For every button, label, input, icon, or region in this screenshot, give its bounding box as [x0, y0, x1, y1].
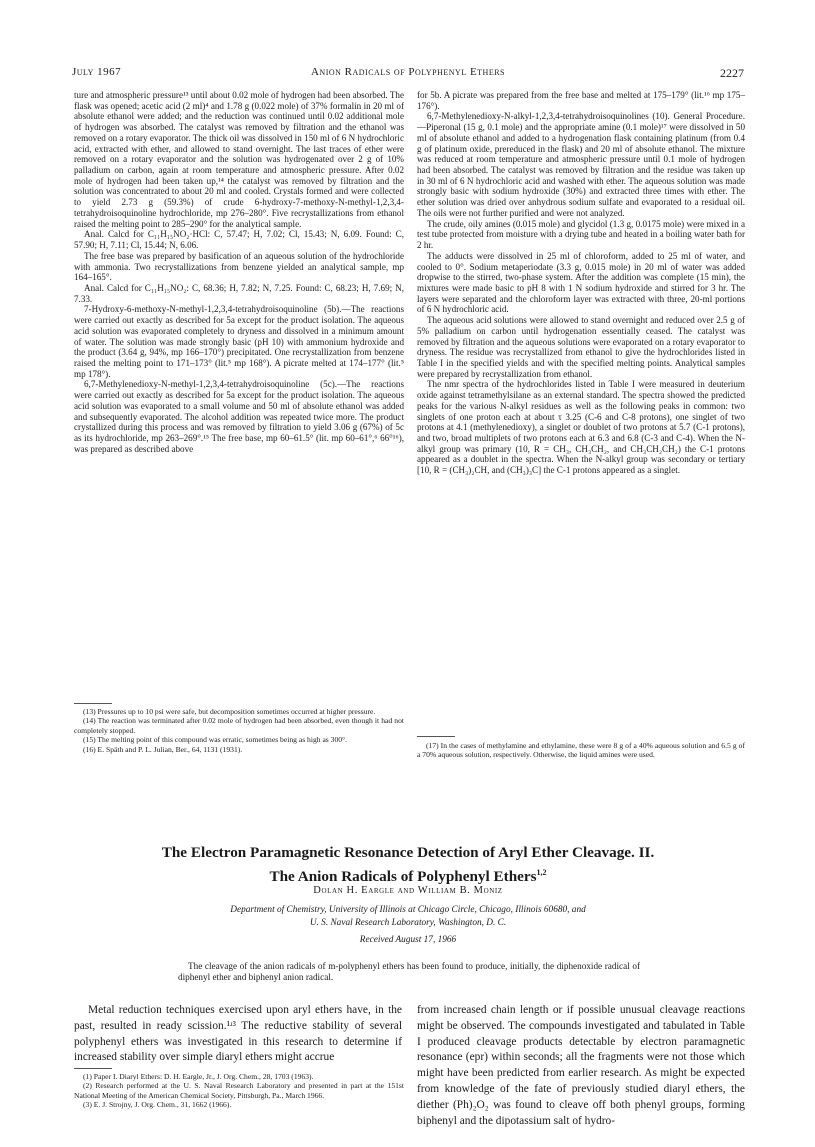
footnote-rule — [74, 703, 112, 704]
affiliation — [72, 904, 744, 929]
header-date: July 1967 — [72, 66, 122, 78]
paragraph: Metal reduction techniques exercised upon aryl ethers have, in the past, resulted in ready scission.¹ʴ³ The reductive stability of several polyphenyl ethers was investigated in this research to determine if increased stability over simple diaryl ethers might accrue — [74, 1004, 402, 1064]
footnote: (17) In the cases of methylamine and ethylamine, these were 8 g of a 40% aqueous solution and 6.5 g of a 70% aqueous solution, respectively. Otherwise, the liquid amines were used. — [417, 741, 745, 760]
footnote-rule — [417, 736, 455, 737]
paragraph: for 5b. A picrate was prepared from the free base and melted at 175–179° (lit.¹⁶ mp 175–176°). — [417, 90, 745, 111]
paragraph: The free base was prepared by basification of an aqueous solution of the hydrochloride with ammonia. Two recrystallizations from benzene yielded an analytical sample, mp 164–165°. — [74, 250, 404, 283]
footnote-rule — [74, 1068, 112, 1069]
footnote: (13) Pressures up to 10 psi were safe, but decomposition sometimes occurred at higher pressure. — [83, 707, 376, 716]
title-footnote-marker: 1,2 — [536, 868, 547, 877]
paragraph: 7-Hydroxy-6-methoxy-N-methyl-1,2,3,4-tetrahydroisoquinoline (5b).—The reactions were carried out exactly as described for 5a except for the product isolation. The aqueous acid solution was evaporated completely to dryness and dissolved in a minimum amount of water. The solution was made strongly basic (pH 10) with ammonium hydroxide and the product (3.64 g, 94%, mp 166–170°) precipitated. One recrystallization from benzene raised the melting point to 171–173° (lit.⁵ mp 168°). A picrate melted at 174–177° (lit.⁵ mp 178°). — [74, 304, 404, 379]
footnotes-left — [74, 707, 404, 754]
affiliation-line: Department of Chemistry, University of Illinois at Chicago Circle, Chicago, Illinois 60680, and — [230, 905, 586, 915]
paragraph: ture and atmospheric pressure¹³ until about 0.02 mole of hydrogen had been absorbed. The flask was opened; acetic acid (2 ml)⁴ and 1.78 g (0.022 mole) of 37% formalin in 20 ml of absolute ethanol were added; and the reduction was continued until 0.02 additional mole of hydrogen was absorbed. The catalyst was removed by filtration and the ethanol was removed on a rotary evaporator. The thick oil was dissolved in 150 ml of 6 N hydrochloric acid, extracted with ether, and allowed to stand overnight. The last traces of ether were removed on a rotary evaporator and the solution was hydrogenated over 2 g of 10% palladium on carbon, again at room temperature and atmospheric pressure. After 0.02 mole of hydrogen had been taken up,¹⁴ the catalyst was removed by filtration and the solution was concentrated to about 20 ml and cooled. Crystals formed and were collected to yield 2.73 g (59.3%) of crude 6-hydroxy-7-methoxy-N-methyl-1,2,3,4-tetrahydroisoquinoline hydrochloride, mp 276–280°. Five recrystallizations from ethanol raised the melting point to 285–290° for the analytical sample. — [74, 90, 404, 229]
footnote: (16) E. Späth and P. L. Julian, Ber., 64, 1131 (1931). — [83, 744, 243, 754]
paragraph: The adducts were dissolved in 25 ml of chloroform, added to 25 ml of water, and cooled to 0°. Sodium metaperiodate (3.3 g, 0.015 mole) in 20 ml of water was added dropwise to the stirred, two-phase system. After the addition was complete (15 min), the mixtures were made basic to pH 8 with 1 N sodium hydroxide and stirred for 3 hr. The layers were separated and the chloroform layer was extracted with three, 20-ml portions of 6 N hydrochloric acid. — [417, 250, 745, 315]
experimental-column-left — [74, 90, 404, 454]
footnote: (1) Paper I. Diaryl Ethers: D. H. Eargle, Jr., J. Org. Chem., 28, 1703 (1963). — [83, 1072, 314, 1081]
abstract: The cleavage of the anion radicals of m-polyphenyl ethers has been found to produce, initially, the diphenoxide radical of diphenyl ether and biphenyl anion radical. — [178, 961, 640, 983]
footnotes-bottom — [74, 1072, 404, 1110]
paragraph: 6,7-Methylenedioxy-N-alkyl-1,2,3,4-tetrahydroisoquinolines (10). General Procedure.—Piperonal (15 g, 0.1 mole) and the appropriate amine (0.1 mole)¹⁷ were dissolved in 50 ml of absolute ethanol and added to a hydrogenation flask containing platinum (from 0.4 g of platinum oxide, prereduced in the flask) and 20 ml of absolute ethanol. The mixture was reduced at room temperature and atmospheric pressure until 0.1 mole of hydrogen had been absorbed. The catalyst was removed by filtration and the residue was taken up in 30 ml of 6 N hydrochloric acid and washed with ether. The aqueous solution was made strongly basic with sodium hydroxide (30%) and extracted three times with ether. The ether solution was dried over anhydrous sodium sulfate and evaporated to a residual oil. The oils were not further purified and were not analyzed. — [417, 111, 745, 218]
title-line-text: The Anion Radicals of Polyphenyl Ethers — [269, 868, 537, 886]
analysis-paragraph: Anal. Calcd for C₁₁H₁₅NO₂: C, 68.36; H, 7.82; N, 7.25. Found: C, 68.23; H, 7.69; N, 7.33. — [74, 282, 404, 304]
footnote: (2) Research performed at the U. S. Naval Research Laboratory and presented in part at the 151st National Meeting of the American Chemical Society, Pittsburgh, Pa., March 1966. — [74, 1081, 404, 1100]
authors: Dolan H. Eargle and William B. Moniz — [313, 885, 503, 896]
footnote: (14) The reaction was terminated after 0.02 mole of hydrogen had been absorbed, even though it had not completely stopped. — [74, 716, 404, 735]
header-journal-title: Anion Radicals of Polyphenyl Ethers — [310, 66, 506, 78]
title-line: The Electron Paramagnetic Resonance Detection of Aryl Ether Cleavage. II. — [161, 844, 655, 861]
analysis-paragraph: Anal. Calcd for C₁₁H₁₅NO₂·HCl: C, 57.47; H, 7.02; Cl, 15.43; N, 6.09. Found: C, 57.90; H, 7.11; Cl, 15.44; N, 6.06. — [74, 229, 404, 251]
title-line — [72, 863, 744, 887]
footnote: (15) The melting point of this compound was erratic, sometimes being as high as 300°. — [83, 735, 347, 745]
received-date: Received August 17, 1966 — [359, 935, 457, 945]
footnote: (3) E. J. Strojny, J. Org. Chem., 31, 1662 (1966). — [83, 1100, 232, 1110]
experimental-column-right — [417, 90, 745, 476]
paragraph: The nmr spectra of the hydrochlorides listed in Table I were measured in deuterium oxide against tetramethylsilane as an external standard. The spectra showed the predicted peaks for the various N-alkyl residues as well as the following peaks in common: two singlets of one proton each at about τ 3.25 (C-6 and C-8 protons), one singlet of two protons at 4.1 (methylenedioxy), a singlet or doublet of two protons at 5.7 (C-1 protons), and two, broad multiplets of two protons each at 6.3 and 6.8 (C-3 and C-4). When the N-alkyl group was primary (10, R = CH₃, CH₃CH₂, and CH₃CH₂CH₂) the C-1 protons appeared as a doublet in the spectra. When the N-alkyl group was secondary or tertiary [10, R = (CH₃)₂CH, and (CH₃)₃C] the C-1 protons appeared as a singlet. — [417, 379, 745, 476]
body-column-right — [417, 1003, 745, 1129]
paragraph: The crude, oily amines (0.015 mole) and glycidol (1.3 g, 0.0175 mole) were mixed in a test tube protected from moisture with a drying tube and heated in a boiling water bath for 2 hr. — [417, 218, 745, 251]
footnotes-right — [417, 741, 745, 760]
paragraph: 6,7-Methylenedioxy-N-methyl-1,2,3,4-tetrahydroisoquinoline (5c).—The reactions were carried out exactly as described for 5a except for the product isolation. The aqueous acid solution was evaporated to a small volume and 50 ml of absolute ethanol was added and subsequently evaporated. The alcohol addition was repeated twice more. The product crystallized during this process and was removed by filtration to yield 3.06 g (67%) of 5c as its hydrochloride, mp 263–269°.¹⁵ The free base, mp 60–61.5° (lit. mp 60–61°,⁶ 66°¹⁶), was prepared as described above — [74, 379, 404, 454]
paragraph: The aqueous acid solutions were allowed to stand overnight and reduced over 2.5 g of 5% palladium on carbon until hydrogenation essentially ceased. The catalyst was removed by filtration and the aqueous solutions were evaporated on a rotary evaporator to dryness. The residue was recrystallized from ethanol to give the hydrochlorides listed in Table I in the specified yields and with the specified melting points. Analytical samples were prepared by recrystallization from ethanol. — [417, 315, 745, 379]
paragraph: from increased chain length or if possible unusual cleavage reactions might be observed. The compounds investigated and tabulated in Table I produced cleavage products detectable by electron paramagnetic resonance (epr) within seconds; all the fragments were not those which might have been predicted from earlier research. As might be expected from knowledge of the fate of previously studied diaryl ethers, the diether (Ph)₂O₂ was found to cleave off both phenyl groups, forming biphenyl and the dipotassium salt of hydro- — [417, 1004, 745, 1127]
body-column-left — [74, 1003, 402, 1066]
page-number: 2227 — [720, 66, 744, 80]
affiliation-line: U. S. Naval Research Laboratory, Washington, D. C. — [309, 917, 507, 928]
article-title — [72, 843, 744, 887]
running-header — [72, 66, 744, 82]
